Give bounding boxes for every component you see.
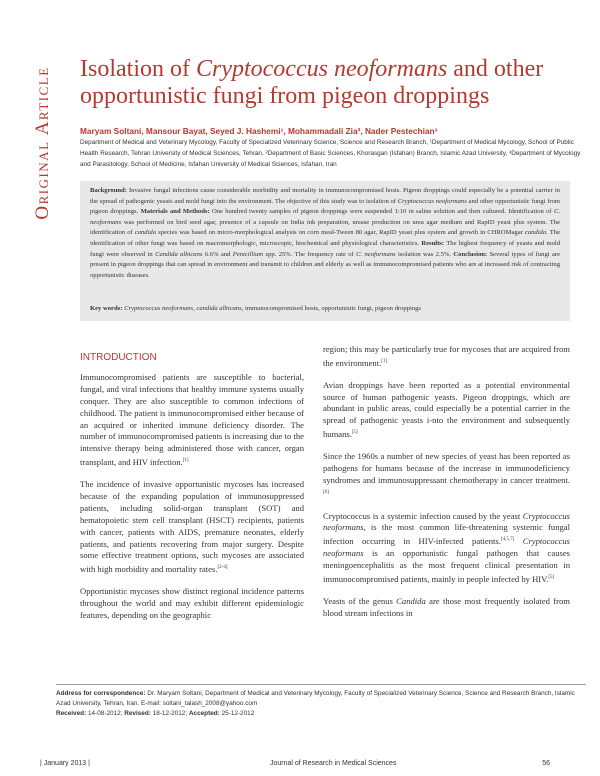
accepted-date: 25-12-2012 [219, 710, 255, 717]
text-run: Cryptococcus is a systemic infection caused by the yeast [323, 510, 523, 521]
paragraph [323, 380, 570, 441]
accepted-label: Accepted: [188, 710, 220, 717]
text-run: are those most frequently isolated from blood stream infections in [323, 595, 570, 618]
citation: [1] [182, 458, 189, 464]
paragraph [80, 586, 304, 622]
italic-run: Candida albicans [155, 250, 203, 258]
text-run: species was based on micro-morphological analysis on corn meal-Tween 80 agar, RapID yeast plus system and growth in CHROMagar [156, 229, 525, 237]
citation: [4,5,7] [500, 537, 515, 543]
italic-run: candida [524, 229, 547, 237]
text-run: is an opportunistic fungal pathogen that causes meningoencephalitis as the most frequent clinical presentation in immunocompromised patients, mainly in people infected by HIV. [323, 548, 570, 584]
revised-label: Revised: [124, 710, 151, 717]
bold-run: Key words: [90, 305, 125, 312]
text-run: Yeasts of the genus [323, 595, 397, 606]
paragraph [80, 372, 304, 469]
text-run: The highest frequency of yeasts and mold fungi were observed in [90, 239, 560, 258]
received-date: 14-08-2012; [86, 710, 125, 717]
footer-date: | January 2013 | [40, 760, 90, 767]
abstract-text [90, 186, 560, 281]
paragraph [323, 344, 570, 370]
text-run: One hundred twenty samples of pigeon droppings were suspended 1:10 in saline solution and then cultured. Identification of [211, 208, 554, 216]
text-run: Since the 1960s a number of new species of yeast has been reported as pathogens for humans because of the increase in immunodeficiency syndromes and immunosuppressant chemotherapy in cancer treatment. [323, 451, 570, 485]
italic-run: Penicillium [232, 250, 264, 258]
citation: [5] [548, 574, 555, 580]
italic-run: C. neoformans [90, 208, 560, 226]
citation: [6] [323, 489, 329, 495]
bold-run: Conclusion: [453, 250, 490, 258]
text-run [514, 536, 522, 546]
italic-run: Cryptococcus neoformans [323, 510, 570, 533]
text-run: spp. 25%. The frequency rate of [263, 250, 357, 258]
italic-run: Cryptococcus neoformans [323, 536, 570, 559]
footer-page-number: 56 [542, 760, 550, 767]
citation: [1] [381, 358, 388, 364]
revised-date: 18-12-2012; [150, 710, 189, 717]
article-type-text: Original Article [32, 65, 53, 220]
paragraph [323, 596, 570, 620]
italic-run: Cryptococcus neoformans [397, 197, 467, 205]
left-paragraphs [80, 372, 304, 622]
italic-run: Candida [396, 595, 426, 606]
author-list: Maryam Soltani, Mansour Bayat, Seyed J. Hashemi¹, Mohammadali Zia², Nader Pestechian³ [80, 126, 438, 136]
title-italic: Cryptococcus neoformans [195, 56, 448, 82]
bold-run: Results: [421, 239, 447, 247]
text-run: was performed on bird seed agar, presence of a capsule on India ink preparation, urease production on urea agar medium and RapID yeast plus system. The identification of [90, 218, 560, 237]
text-run: Immunocompromised patients are susceptible to bacterial, fungal, and viral infections that healthy immune systems usually conquer. They are also susceptible to common infections of childhood. The patient is immunocompromised either because of an acquired or inherited immune deficiency disorder. The number of immunocompromised patients is increasing due to the intensive therapy being administered those with cancer, organ transplant, and HIV infection. [80, 371, 304, 468]
citation: [5] [351, 430, 358, 436]
dates-line [56, 709, 586, 719]
text-run: region; this may be particularly true for mycoses that are acquired from the environment. [323, 344, 570, 368]
bold-run: Background: [90, 187, 129, 194]
affiliations: Department of Medical and Veterinary Mycology, Faculty of Specialized Veterinary Science, Science and Research Branch, ¹Department of Medical Mycology, School of Public Health Research, Tehran University of Medical Sciences, Tehran, ²Department of Basic Sciences, Khorasgan (Isfahan) Branch, Islamic Azad University, ³Department of Mycology and Parasitology, School of Medicine, Isfahan University of Medical Sciences, Isfahan, Iran [80, 139, 581, 168]
body-column-left [80, 352, 304, 632]
correspondence-text: Dr. Maryam Soltani, Department of Medical and Veterinary Mycology, Faculty of Specialized Veterinary Science, Science and Research Branch, Islamic Azad University, Tehran, Iran. E-mail: soltani_talash_2008@yahoo.com [56, 690, 575, 707]
title-part: Isolation of [80, 56, 196, 82]
text-run: and other opportunistic fungi from pigeon droppings. [90, 197, 561, 216]
keywords [80, 300, 570, 318]
text-run: Avian droppings have been reported as a potential environmental source of human pathogenic yeasts. Pigeon droppings, which are abundant in public areas, could especially be a potential carrier in the spread of pathogenic yeasts i-nto the environment and subsequently humans. [323, 379, 570, 440]
text-run: , immunocompromised hosts, opportunistic fungi, pigeon droppings [241, 305, 421, 312]
text-run: The incidence of invasive opportunistic mycoses has increased because of the expanding population of immunosuppressed patients, including solid-organ transplant (SOT) and hematopoietic stem cell transplant (HSCT) recipients, patients with cancer, patients with AIDS, premature neonates, elderly patients, and patients recovering from major surgery. Despite some effective treatment options, such mycoses are associated with high morbidity and mortality rates. [80, 479, 304, 575]
title-part: and other opportunistic fungi from pigeon droppings [80, 56, 544, 109]
article-title [80, 56, 580, 110]
footer-journal: Journal of Research in Medical Sciences [270, 760, 397, 767]
article-type-label [28, 40, 58, 245]
paragraph [80, 479, 304, 576]
bold-run: Materials and Methods: [140, 208, 212, 216]
correspondence-block [56, 684, 586, 719]
correspondence-label: Address for correspondence: [56, 690, 146, 697]
citation: [2-4] [217, 565, 228, 571]
text-run: . The identification of other fungi was based on macromorphologic, microscopic, biochemical and physiological characteristics. [90, 229, 561, 247]
text-run: Invasive fungal infections cause considerable morbidity and mortality in immunocompromised hosts. Pigeon droppings could especially be a potential carrier in the spread of pathogenic yeasts and mold fungi into the environment. The objective of this study was to isolation of [90, 187, 560, 205]
text-run: Opportunistic mycoses show distinct regional incidence patterns throughout the world and may exhibit different epidemiologic features, depending on the geographic [80, 586, 304, 620]
text-run: isolation was 2.5%. [395, 250, 454, 258]
paragraph [323, 511, 570, 586]
received-label: Received: [56, 710, 87, 717]
text-run: 6.6% and [202, 250, 233, 258]
text-run: , is the most common life-threatening systemic fungal infection occurring in HIV-infected patients. [323, 522, 570, 547]
right-paragraphs [323, 344, 570, 620]
correspondence-address [56, 689, 586, 709]
italic-run: Cryptococcus neoformans, candida albicans [124, 305, 242, 312]
italic-run: candida [134, 229, 157, 237]
text-run: Several types of fungi are present in pigeon droppings that can spread in environment and transmit to children and elderly as well as immunocompromised patients who are at increased risk of contracting opportunistic diseases. [90, 250, 561, 279]
paragraph [323, 451, 570, 500]
section-heading-introduction: INTRODUCTION [80, 352, 157, 363]
italic-run: C. neoformans [356, 250, 396, 258]
body-column-right [323, 344, 570, 630]
